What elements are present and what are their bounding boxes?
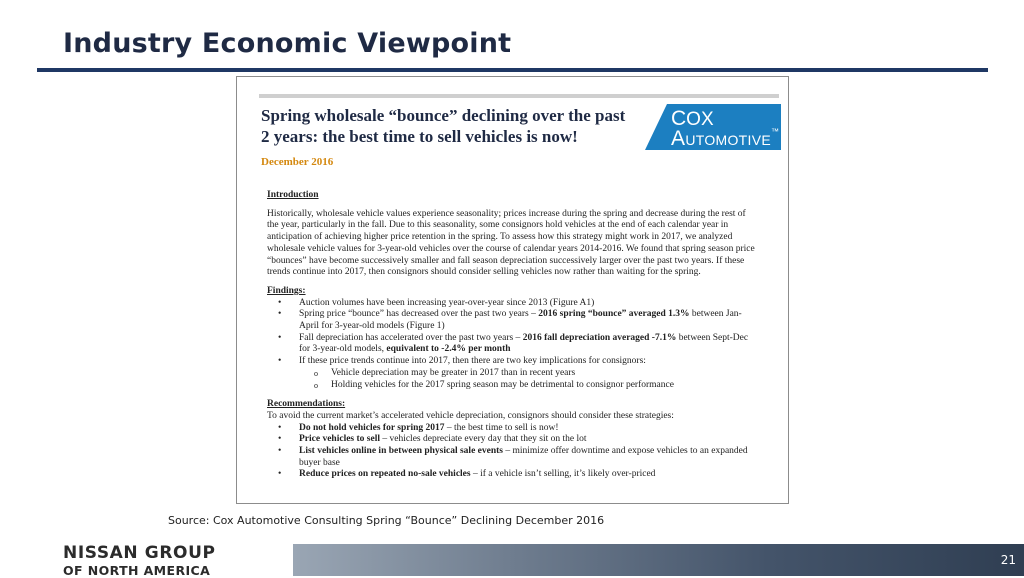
footer-band (293, 544, 1024, 576)
list-item: • Auction volumes have been increasing year-over-year since 2013 (Figure A1) (278, 297, 595, 308)
document-top-bar (259, 94, 779, 98)
logo-slash-shape (645, 104, 667, 150)
list-item: • Do not hold vehicles for spring 2017 – the best time to sell is now! (278, 422, 559, 433)
document-image (236, 76, 789, 504)
list-item: • Fall depreciation has accelerated over the past two years – 2016 fall depreciation averaged -7.1% between Sept-Dec for 3-year-old models, equivalent to -2.4% per month (278, 332, 749, 355)
source-citation: Source: Cox Automotive Consulting Spring “Bounce” Declining December 2016 (168, 514, 605, 527)
findings-list (267, 298, 757, 368)
list-item: o Vehicle depreciation may be greater in 2017 than in recent years (314, 367, 576, 378)
findings-heading: Findings: (267, 285, 306, 296)
list-item: • Spring price “bounce” has decreased over the past two years – 2016 spring “bounce” averaged 1.3% between Jan-April for 3-year-old models (Figure 1) (278, 309, 742, 332)
findings-sublist (267, 368, 757, 391)
recommendations-intro: To avoid the current market’s accelerated vehicle depreciation, consignors should consider these strategies: (267, 410, 674, 421)
recommendations-list (267, 423, 757, 482)
page-number: 21 (1000, 553, 1016, 567)
logo-automotive-text: AUTOMOTIVE™ (671, 127, 780, 150)
list-item: • List vehicles online in between physical sale events – minimize offer downtime and expose vehicles to an expanded buyer base (278, 446, 748, 468)
cox-automotive-logo (645, 104, 781, 150)
recommendations-heading: Recommendations: (267, 399, 346, 410)
document-date: December 2016 (261, 156, 334, 168)
logo-line2: OF NORTH AMERICA (63, 563, 211, 578)
list-item: • Reduce prices on repeated no-sale vehicles – if a vehicle isn’t selling, it’s likely over-priced (278, 469, 656, 480)
document-heading (261, 105, 651, 147)
logo-line1: NISSAN GROUP (63, 543, 216, 563)
title-divider (37, 68, 988, 72)
list-item: o Holding vehicles for the 2017 spring season may be detrimental to consignor performance (314, 379, 674, 390)
document-heading-line2: 2 years: the best time to sell vehicles is now! (261, 127, 578, 146)
list-item: • Price vehicles to sell – vehicles depreciate every day that they sit on the lot (278, 434, 587, 445)
introduction-text: Historically, wholesale vehicle values experience seasonality; prices increase during the spring and decrease during the rest of the year, particularly in the fall. Due to this seasonality, some consignors hold vehicles at the end of each calendar year in anticipation of achieving higher price retention in the spring. To assess how this strategy might work in 2017, we analyzed wholesale vehicle values for 3-year-old vehicles over the course of calendar years 2014-2016. We found that spring season price “bounces” have become successively smaller and fall season depreciation successively larger over the past two years. If these trends continue into 2017, then consignors should consider selling vehicles now rather than waiting for the spring. (267, 208, 755, 278)
introduction-heading: Introduction (267, 190, 319, 200)
document-heading-line1: Spring wholesale “bounce” declining over the past (261, 106, 626, 125)
logo-cox-text: COX (671, 107, 714, 130)
slide-title: Industry Economic Viewpoint (63, 28, 512, 59)
list-item: • If these price trends continue into 2017, then there are two key implications for consignors: (278, 356, 646, 367)
document-body (267, 190, 757, 481)
